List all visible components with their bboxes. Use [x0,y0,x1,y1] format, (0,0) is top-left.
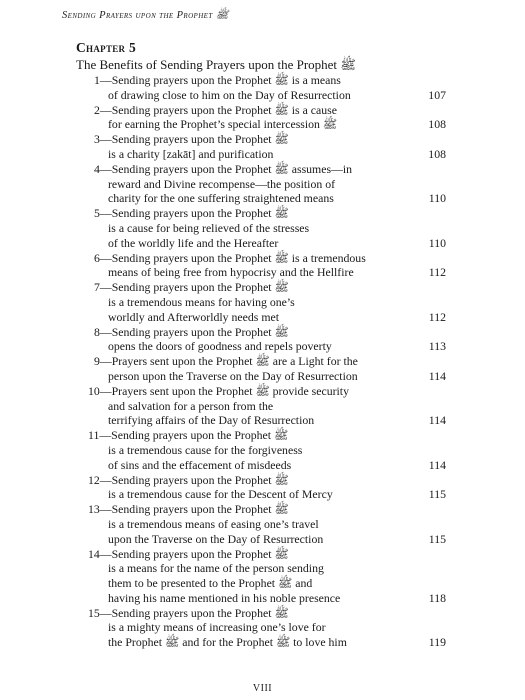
toc-entry-continuation: terrifying affairs of the Day of Resurrection [108,413,315,428]
toc-entry-continuation: the Prophet ﷺ and for the Prophet ﷺ to love him [108,635,347,650]
running-head: Sending Prayers upon the Prophet ﷺ [62,10,229,21]
toc-entry[interactable] [76,280,446,324]
toc-entry[interactable] [76,354,446,384]
toc-entry-continuation: is a tremendous cause for the Descent of Mercy [108,487,333,502]
toc-entry-continuation: worldly and Afterworldly needs met [108,309,280,324]
toc-entry[interactable] [76,547,446,606]
toc-page-number: 108 [428,117,446,132]
toc-entry-title: 2—Sending prayers upon the Prophet ﷺ is a cause [94,102,337,117]
toc-entry-continuation: is a tremendous means for having one’s [108,294,295,309]
toc-page-number: 110 [428,235,446,250]
toc-entry-title: 12—Sending prayers upon the Prophet ﷺ [88,472,289,487]
toc-entry[interactable] [76,132,446,162]
toc-entry-title: 4—Sending prayers upon the Prophet ﷺ assumes—in [94,161,353,176]
toc-entry-title: 11—Sending prayers upon the Prophet ﷺ [88,428,289,443]
toc-entry-continuation: charity for the one suffering straightened means [108,191,334,206]
toc-page-number: 115 [428,531,446,546]
toc-entry-continuation: them to be presented to the Prophet ﷺ and [108,576,313,591]
toc-page-number: 119 [428,635,446,650]
toc-entry[interactable] [76,103,446,133]
toc-entry[interactable] [76,428,446,472]
toc-entry-title: 6—Sending prayers upon the Prophet ﷺ is a tremendous [94,250,366,265]
toc-entry[interactable] [76,606,446,650]
toc-entry-title: 3—Sending prayers upon the Prophet ﷺ [94,132,289,147]
toc-page-number: 107 [428,87,446,102]
toc-entry-continuation: is a charity [zakāt] and purification [108,146,274,161]
toc-entry-continuation: is a mighty means of increasing one’s love for [108,620,326,635]
table-of-contents [76,73,446,650]
toc-page-number: 114 [428,368,446,383]
toc-entry-title: 7—Sending prayers upon the Prophet ﷺ [94,280,289,295]
toc-entry-title: 14—Sending prayers upon the Prophet ﷺ [88,546,289,561]
toc-page-number: 118 [428,590,446,605]
toc-entry-continuation: and salvation for a person from the [108,398,274,413]
chapter-title: The Benefits of Sending Prayers upon the Prophet ﷺ [76,57,357,72]
toc-entry-continuation: upon the Traverse on the Day of Resurrection [108,531,324,546]
toc-page-number: 113 [428,339,446,354]
toc-page-number: 112 [428,265,446,280]
toc-entry-title: 8—Sending prayers upon the Prophet ﷺ [94,324,289,339]
toc-entry[interactable] [76,325,446,355]
toc-page-number: 112 [428,309,446,324]
toc-entry-continuation: of sins and the effacement of misdeeds [108,457,292,472]
toc-entry[interactable] [76,384,446,428]
toc-entry-title: 15—Sending prayers upon the Prophet ﷺ [88,605,289,620]
toc-entry-continuation: is a means for the name of the person sending [108,561,324,576]
toc-entry-title: 10—Prayers sent upon the Prophet ﷺ provide security [88,383,349,398]
toc-page-number: 114 [428,457,446,472]
toc-entry-continuation: of drawing close to him on the Day of Resurrection [108,87,351,102]
toc-page-number: 114 [428,413,446,428]
toc-entry-continuation: having his name mentioned in his noble presence [108,590,341,605]
toc-entry-title: 5—Sending prayers upon the Prophet ﷺ [94,206,289,221]
toc-entry-continuation: is a tremendous cause for the forgiveness [108,442,303,457]
toc-entry-title: 13—Sending prayers upon the Prophet ﷺ [88,502,289,517]
chapter-label: Chapter 5 [76,40,137,55]
toc-entry-continuation: for earning the Prophet’s special intercession ﷺ [108,117,338,132]
toc-entry-continuation: of the worldly life and the Hereafter [108,235,279,250]
toc-entry-continuation: means of being free from hypocrisy and the Hellfire [108,265,354,280]
toc-entry[interactable] [76,206,446,250]
toc-entry-continuation: is a cause for being relieved of the stresses [108,220,310,235]
toc-entry-title: 9—Prayers sent upon the Prophet ﷺ are a Light for the [94,354,358,369]
toc-page-number: 115 [428,487,446,502]
toc-entry[interactable] [76,251,446,281]
toc-entry[interactable] [76,502,446,546]
toc-entry[interactable] [76,73,446,103]
page-folio: VIII [252,683,273,694]
toc-entry-continuation: person upon the Traverse on the Day of Resurrection [108,368,358,383]
toc-entry[interactable] [76,162,446,206]
toc-entry[interactable] [76,473,446,503]
toc-entry-continuation: is a tremendous means of easing one’s travel [108,516,319,531]
toc-entry-continuation: reward and Divine recompense—the position of [108,176,336,191]
toc-entry-continuation: opens the doors of goodness and repels poverty [108,339,332,354]
toc-entry-title: 1—Sending prayers upon the Prophet ﷺ is a means [94,73,341,87]
toc-page-number: 110 [428,191,446,206]
toc-page-number: 108 [428,146,446,161]
